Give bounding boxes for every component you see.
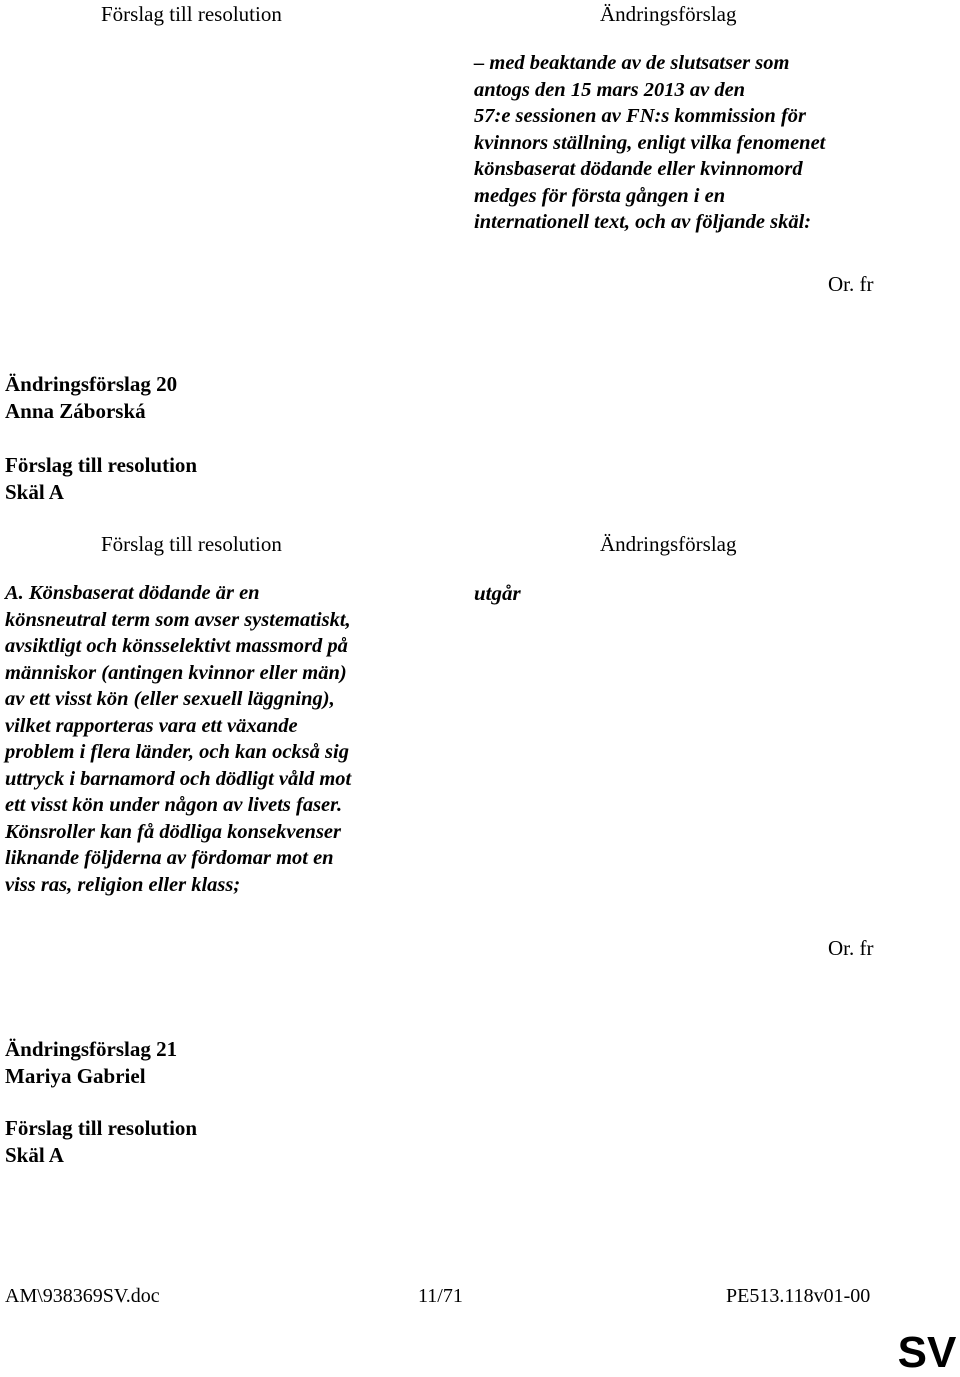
text-line: uttryck i barnamord och dödligt våld mot bbox=[5, 767, 352, 790]
footer-page-number: 11/71 bbox=[418, 1285, 463, 1307]
document-label: Förslag till resolution bbox=[5, 1116, 198, 1140]
footer-doc-ref: AM\938369SV.doc bbox=[5, 1285, 160, 1307]
column-header-resolution: Förslag till resolution bbox=[101, 532, 282, 556]
text-line: könsbaserat dödande eller kvinnomord bbox=[474, 158, 803, 180]
text-line: – med beaktande av de slutsatser som bbox=[474, 52, 790, 74]
column-header-amendment: Ändringsförslag bbox=[600, 2, 737, 26]
amendment-title: Ändringsförslag 21 bbox=[5, 1037, 178, 1061]
text-line: viss ras, religion eller klass; bbox=[5, 873, 241, 896]
amendment-author: Mariya Gabriel bbox=[5, 1064, 146, 1088]
text-line: Könsroller kan få dödliga konsekvenser bbox=[5, 820, 341, 843]
amendment-title: Ändringsförslag 20 bbox=[5, 372, 178, 396]
text-line: ett visst kön under någon av livets faser. bbox=[5, 794, 343, 816]
text-line: avsiktligt och könsselektivt massmord på bbox=[5, 635, 348, 657]
document-label: Förslag till resolution bbox=[5, 453, 198, 477]
language-badge: SV bbox=[897, 1328, 957, 1377]
text-line: kvinnors ställning, enligt vilka fenomenet bbox=[474, 131, 826, 154]
text-line: 57:e sessionen av FN:s kommission för bbox=[474, 105, 807, 127]
text-line: internationell text, och av följande skäl: bbox=[474, 211, 812, 233]
text-line: liknande följderna av fördomar mot en bbox=[5, 847, 334, 869]
column-header-resolution: Förslag till resolution bbox=[101, 2, 282, 26]
section-label: Skäl A bbox=[5, 480, 64, 504]
amendment-author: Anna Záborská bbox=[5, 399, 146, 423]
text-line: medges för första gången i en bbox=[474, 184, 726, 207]
text-line: vilket rapporteras vara ett växande bbox=[5, 714, 298, 737]
text-line: människor (antingen kvinnor eller män) bbox=[5, 661, 347, 684]
amendment-text-block bbox=[474, 50, 825, 236]
original-language-label: Or. fr bbox=[828, 936, 874, 960]
text-line: av ett visst kön (eller sexuell läggning), bbox=[5, 688, 335, 710]
text-line: könsneutral term som avser systematiskt, bbox=[5, 608, 351, 631]
text-line: problem i flera länder, och kan också sig bbox=[5, 741, 349, 763]
footer-pe-ref: PE513.118v01-00 bbox=[726, 1285, 871, 1307]
original-language-label: Or. fr bbox=[828, 272, 874, 296]
text-line: antogs den 15 mars 2013 av den bbox=[474, 78, 746, 101]
text-line: A. Könsbaserat dödande är en bbox=[5, 582, 260, 604]
resolution-text-block bbox=[5, 580, 351, 898]
column-header-amendment: Ändringsförslag bbox=[600, 532, 737, 556]
deleted-label: utgår bbox=[474, 581, 521, 605]
section-label: Skäl A bbox=[5, 1143, 64, 1167]
